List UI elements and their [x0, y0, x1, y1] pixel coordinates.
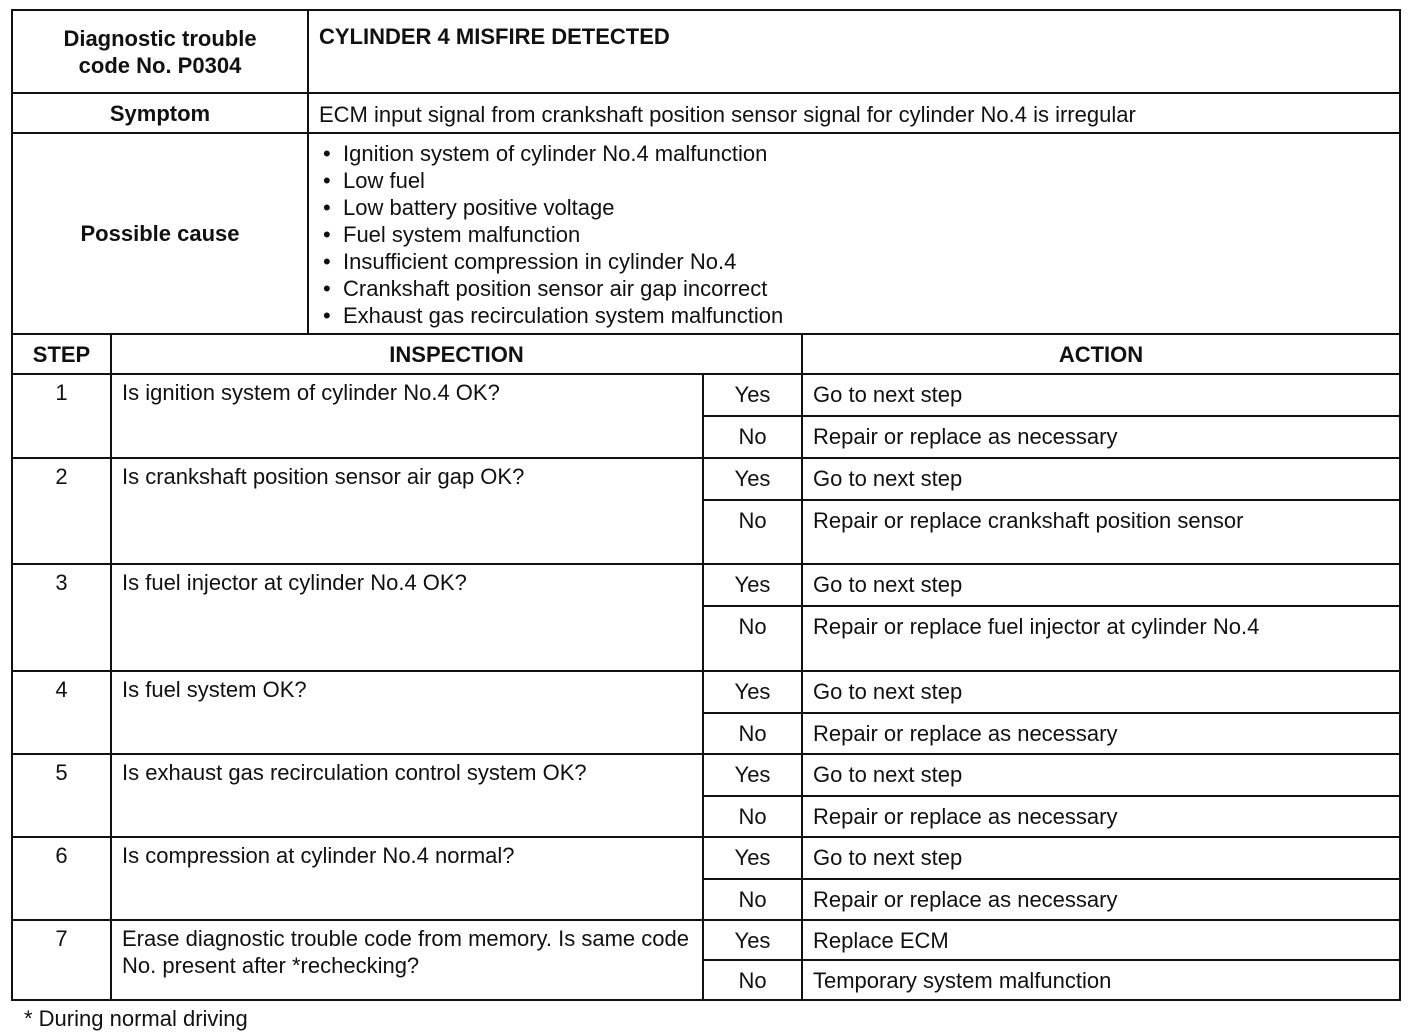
yes-label: Yes	[703, 374, 802, 416]
cause-item: • Crankshaft position sensor air gap incorrect	[319, 275, 1389, 302]
no-label: No	[703, 500, 802, 564]
no-label: No	[703, 606, 802, 671]
step-number: 4	[12, 671, 111, 754]
cause-item: • Insufficient compression in cylinder No.4	[319, 248, 1389, 275]
yes-action: Go to next step	[802, 458, 1400, 500]
step-number: 5	[12, 754, 111, 837]
yes-label: Yes	[703, 754, 802, 796]
no-label: No	[703, 796, 802, 837]
cause-item: • Fuel system malfunction	[319, 221, 1389, 248]
inspection-question: Is exhaust gas recirculation control system OK?	[111, 754, 703, 837]
inspection-question: Is fuel injector at cylinder No.4 OK?	[111, 564, 703, 671]
no-action: Repair or replace as necessary	[802, 796, 1400, 837]
yes-action: Go to next step	[802, 754, 1400, 796]
action-column-header: ACTION	[802, 334, 1400, 374]
no-action: Repair or replace as necessary	[802, 416, 1400, 458]
step-number: 2	[12, 458, 111, 564]
possible-cause-label: Possible cause	[12, 133, 308, 334]
step-number: 7	[12, 920, 111, 1000]
inspection-question: Erase diagnostic trouble code from memory. Is same code No. present after *rechecking?	[111, 920, 703, 1000]
cause-item: • Low battery positive voltage	[319, 194, 1389, 221]
yes-action: Go to next step	[802, 374, 1400, 416]
yes-label: Yes	[703, 671, 802, 713]
trouble-code-title: CYLINDER 4 MISFIRE DETECTED	[308, 10, 1400, 93]
step-number: 1	[12, 374, 111, 458]
yes-label: Yes	[703, 837, 802, 879]
yes-label: Yes	[703, 458, 802, 500]
inspection-column-header: INSPECTION	[111, 334, 802, 374]
possible-cause-list	[308, 133, 1400, 334]
inspection-question: Is ignition system of cylinder No.4 OK?	[111, 374, 703, 458]
symptom-text: ECM input signal from crankshaft position sensor signal for cylinder No.4 is irregular	[308, 93, 1400, 133]
no-label: No	[703, 960, 802, 1000]
step-number: 3	[12, 564, 111, 671]
inspection-question: Is compression at cylinder No.4 normal?	[111, 837, 703, 920]
no-label: No	[703, 416, 802, 458]
symptom-label: Symptom	[12, 93, 308, 133]
yes-action: Go to next step	[802, 564, 1400, 606]
no-label: No	[703, 713, 802, 754]
yes-action: Replace ECM	[802, 920, 1400, 960]
yes-label: Yes	[703, 564, 802, 606]
no-action: Temporary system malfunction	[802, 960, 1400, 1000]
no-label: No	[703, 879, 802, 920]
no-action: Repair or replace crankshaft position sensor	[802, 500, 1400, 564]
inspection-question: Is crankshaft position sensor air gap OK?	[111, 458, 703, 564]
no-action: Repair or replace fuel injector at cylinder No.4	[802, 606, 1400, 671]
cause-item: • Ignition system of cylinder No.4 malfunction	[319, 140, 1389, 167]
inspection-question: Is fuel system OK?	[111, 671, 703, 754]
footnote: * During normal driving	[24, 1006, 248, 1031]
yes-action: Go to next step	[802, 837, 1400, 879]
cause-item: • Low fuel	[319, 167, 1389, 194]
diagnostic-table	[11, 9, 1401, 1001]
step-column-header: STEP	[12, 334, 111, 374]
yes-action: Go to next step	[802, 671, 1400, 713]
trouble-code-label: Diagnostic trouble code No. P0304	[12, 10, 308, 93]
yes-label: Yes	[703, 920, 802, 960]
step-number: 6	[12, 837, 111, 920]
no-action: Repair or replace as necessary	[802, 879, 1400, 920]
no-action: Repair or replace as necessary	[802, 713, 1400, 754]
cause-item: • Exhaust gas recirculation system malfunction	[319, 302, 1389, 329]
